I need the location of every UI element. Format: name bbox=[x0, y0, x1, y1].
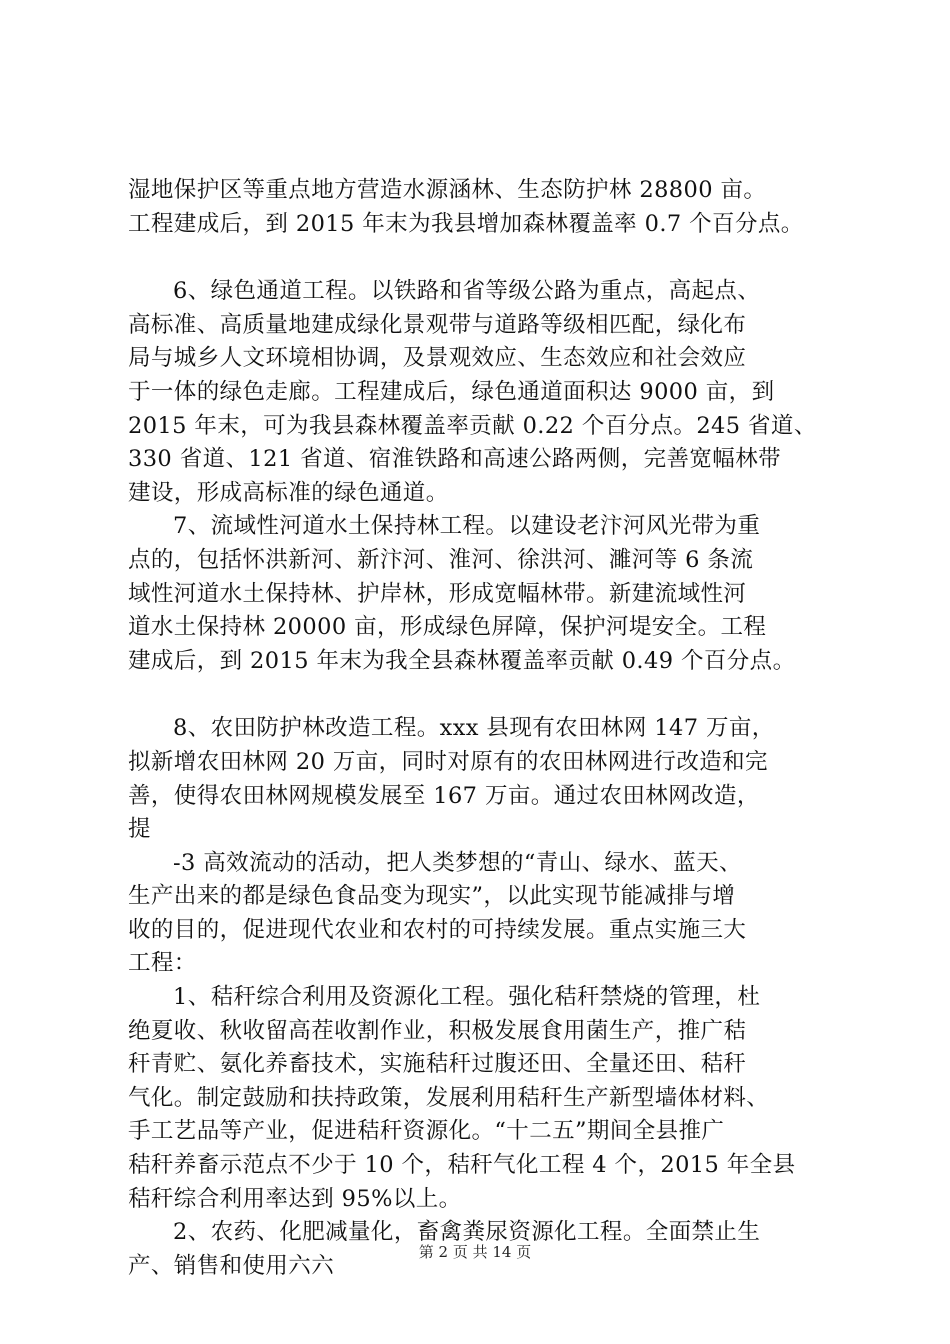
paragraph-green-food bbox=[128, 847, 848, 981]
document-body bbox=[128, 174, 848, 1283]
text-line: 局与城乡人文环境相协调，及景观效应、生态效应和社会效应 bbox=[128, 345, 747, 372]
paragraph-river-conservation bbox=[128, 510, 848, 678]
text-line: 善，使得农田林网规模发展至 167 万亩。通过农田林网改造， bbox=[128, 782, 760, 809]
paragraph-gap bbox=[128, 241, 848, 275]
page-footer: 第 2 页 共 14 页 bbox=[418, 1243, 532, 1261]
text-line: 道水土保持林 20000 亩，形成绿色屏障，保护河堤安全。工程 bbox=[128, 614, 767, 641]
text-line: 工程建成后，到 2015 年末为我县增加森林覆盖率 0.7 个百分点。 bbox=[128, 210, 804, 237]
text-line: 8、农田防护林改造工程。xxx 县现有农田林网 147 万亩， bbox=[173, 715, 775, 742]
paragraph-green-channel bbox=[128, 275, 848, 510]
text-line: 生产出来的都是绿色食品变为现实”，以此实现节能减排与增 bbox=[128, 883, 736, 910]
text-line: 秆青贮、氨化养畜技术，实施秸秆过腹还田、全量还田、秸秆 bbox=[128, 1051, 747, 1078]
paragraph-straw-utilization bbox=[128, 981, 848, 1216]
text-line: 提 bbox=[128, 816, 151, 843]
text-line: 建设，形成高标准的绿色通道。 bbox=[128, 479, 449, 506]
text-line: 于一体的绿色走廊。工程建成后，绿色通道面积达 9000 亩，到 bbox=[128, 378, 775, 405]
text-line: 域性河道水土保持林、护岸林，形成宽幅林带。新建流域性河 bbox=[128, 580, 747, 607]
text-line: 产、销售和使用六六 bbox=[128, 1252, 335, 1279]
text-line: 2、农药、化肥减量化，畜禽粪尿资源化工程。全面禁止生 bbox=[173, 1219, 761, 1246]
text-line: 工程： bbox=[128, 950, 197, 977]
text-line: 绝夏收、秋收留高茬收割作业，积极发展食用菌生产，推广秸 bbox=[128, 1017, 747, 1044]
text-line: 7、流域性河道水土保持林工程。以建设老汴河风光带为重 bbox=[173, 513, 761, 540]
text-line: 秸秆养畜示范点不少于 10 个，秸秆气化工程 4 个，2015 年全县 bbox=[128, 1152, 796, 1179]
text-line: 6、绿色通道工程。以铁路和省等级公路为重点，高起点、 bbox=[173, 278, 761, 305]
text-line: 高标准、高质量地建成绿化景观带与道路等级相匹配，绿化布 bbox=[128, 311, 747, 338]
text-line: 手工艺品等产业，促进秸秆资源化。“十二五”期间全县推广 bbox=[128, 1118, 725, 1145]
paragraph-wetland-continuation bbox=[128, 174, 848, 241]
text-line: 点的，包括怀洪新河、新汴河、淮河、徐洪河、濉河等 6 条流 bbox=[128, 546, 754, 573]
text-line: -3 高效流动的活动，把人类梦想的“青山、绿水、蓝天、 bbox=[173, 849, 742, 876]
paragraph-gap bbox=[128, 678, 848, 712]
text-line: 拟新增农田林网 20 万亩，同时对原有的农田林网进行改造和完 bbox=[128, 748, 768, 775]
text-line: 1、秸秆综合利用及资源化工程。强化秸秆禁烧的管理，杜 bbox=[173, 984, 761, 1011]
text-line: 建成后，到 2015 年末为我全县森林覆盖率贡献 0.49 个百分点。 bbox=[128, 647, 796, 674]
text-line: 秸秆综合利用率达到 95%以上。 bbox=[128, 1185, 462, 1212]
text-line: 收的目的，促进现代农业和农村的可持续发展。重点实施三大 bbox=[128, 916, 747, 943]
text-line: 330 省道、121 省道、宿淮铁路和高速公路两侧，完善宽幅林带 bbox=[128, 446, 781, 473]
text-line: 气化。制定鼓励和扶持政策，发展利用秸秆生产新型墙体材料、 bbox=[128, 1084, 770, 1111]
paragraph-farmland-shelterbelt bbox=[128, 712, 848, 846]
text-line: 湿地保护区等重点地方营造水源涵林、生态防护林 28800 亩。 bbox=[128, 177, 767, 203]
text-line: 2015 年末，可为我县森林覆盖率贡献 0.22 个百分点。245 省道、 bbox=[128, 412, 817, 439]
